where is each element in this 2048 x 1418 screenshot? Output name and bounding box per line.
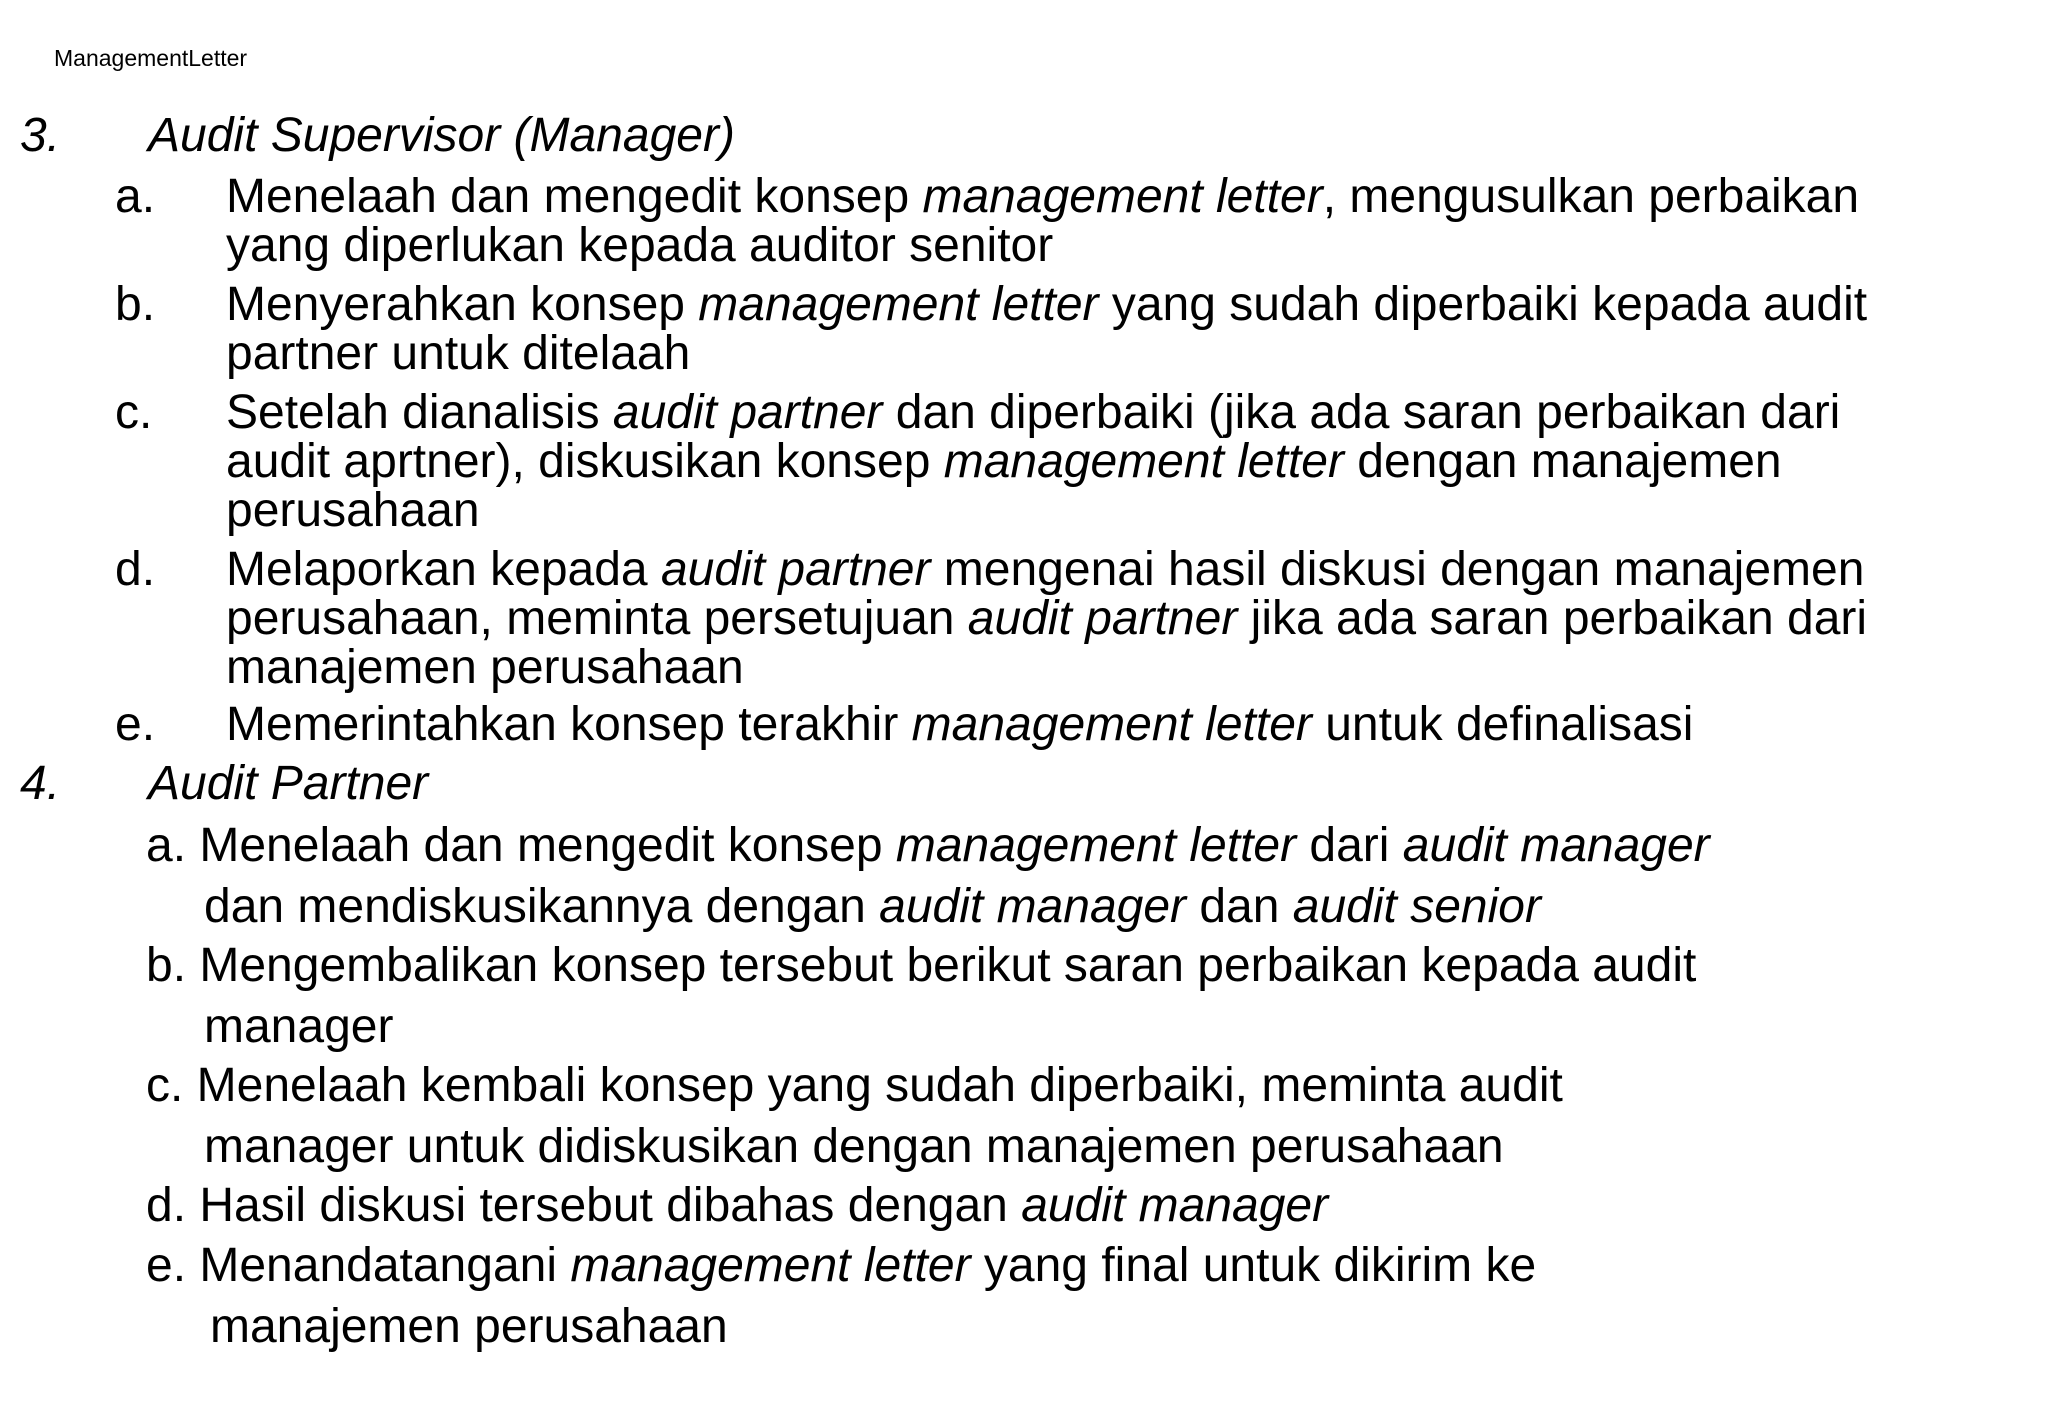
text-run: a. Menelaah dan mengedit konsep (146, 819, 896, 872)
text-run: dan diperbaiki (jika ada saran perbaikan dari (882, 386, 1841, 439)
text-line (146, 815, 1710, 876)
italic-term: audit manager (879, 880, 1187, 933)
list-item-4c (146, 1055, 1563, 1177)
section-title: Audit Supervisor (Manager) (148, 109, 735, 162)
item-letter: a. (115, 170, 156, 223)
item-text (226, 545, 1867, 692)
section-title: Audit Partner (148, 757, 429, 810)
italic-term: management letter (698, 278, 1099, 331)
text-run: yang diperlukan kepada auditor senitor (226, 219, 1054, 272)
document-header: ManagementLetter (54, 45, 248, 71)
item-letter: b. (115, 278, 156, 331)
italic-term: audit partner (967, 592, 1238, 645)
text-line (226, 280, 1867, 329)
text-run: dan mendiskusikannya dengan (204, 880, 880, 933)
italic-term: management letter (943, 435, 1344, 488)
text-line (146, 996, 1696, 1057)
italic-term: audit senior (1292, 880, 1541, 933)
text-run: yang sudah diperbaiki kepada audit (1098, 278, 1868, 331)
text-run: jika ada saran perbaikan dari (1237, 592, 1868, 645)
text-run: b. Mengembalikan konsep tersebut berikut saran perbaikan kepada audit (146, 939, 1697, 992)
text-run: Setelah dianalisis (226, 386, 613, 439)
list-item-4a (146, 815, 1710, 937)
text-run: , mengusulkan perbaikan (1322, 170, 1860, 223)
item-text (226, 700, 1693, 749)
text-run: e. Menandatangani (146, 1239, 571, 1292)
item-letter: d. (115, 543, 156, 596)
text-line (226, 329, 1867, 378)
text-line (146, 1235, 1536, 1296)
italic-term: audit manager (1402, 819, 1710, 872)
list-item-4d (146, 1175, 1328, 1236)
text-line (146, 935, 1696, 996)
item-text (226, 388, 1840, 535)
text-run: Menelaah dan mengedit konsep (226, 170, 923, 223)
text-line (226, 221, 1859, 270)
text-line (226, 486, 1840, 535)
text-line (146, 1296, 1536, 1357)
italic-term: management letter (911, 698, 1312, 751)
text-line (226, 545, 1867, 594)
text-line (146, 1116, 1563, 1177)
text-run: mengenai hasil diskusi dengan manajemen (930, 543, 1865, 596)
text-run: c. Menelaah kembali konsep yang sudah diperbaiki, meminta audit (146, 1059, 1563, 1112)
text-line (226, 594, 1867, 643)
text-run: Menyerahkan konsep (226, 278, 699, 331)
text-line (226, 437, 1840, 486)
italic-term: management letter (922, 170, 1323, 223)
text-run: manager untuk didiskusikan dengan manajemen perusahaan (204, 1120, 1504, 1173)
italic-term: management letter (570, 1239, 971, 1292)
text-run: d. Hasil diskusi tersebut dibahas dengan (146, 1179, 1022, 1232)
text-run: audit aprtner), diskusikan konsep (226, 435, 944, 488)
text-run: dengan manajemen (1343, 435, 1782, 488)
text-run: Memerintahkan konsep terakhir (226, 698, 912, 751)
text-run: yang final untuk dikirim ke (970, 1239, 1537, 1292)
text-run: dari (1296, 819, 1403, 872)
text-line (226, 172, 1859, 221)
text-line (226, 700, 1693, 749)
italic-term: audit manager (1021, 1179, 1329, 1232)
text-line (146, 1175, 1328, 1236)
text-line (226, 643, 1867, 692)
italic-term: audit partner (660, 543, 931, 596)
text-line (226, 388, 1840, 437)
list-item-4e (146, 1235, 1536, 1357)
italic-term: audit partner (612, 386, 883, 439)
item-text (226, 172, 1859, 270)
item-letter: c. (115, 386, 153, 439)
section-number: 4. (20, 757, 61, 810)
text-run: Melaporkan kepada (226, 543, 661, 596)
italic-term: management letter (895, 819, 1297, 872)
text-line (146, 1055, 1563, 1116)
text-run: dan (1186, 880, 1293, 933)
text-run: untuk definalisasi (1311, 698, 1694, 751)
text-run: perusahaan, meminta persetujuan (226, 592, 968, 645)
item-text (226, 280, 1867, 378)
section-number: 3. (20, 109, 61, 162)
text-run: manajemen perusahaan (210, 1300, 728, 1353)
text-line (146, 876, 1710, 937)
list-item-4b (146, 935, 1696, 1057)
text-run: perusahaan (226, 484, 480, 537)
item-letter: e. (115, 698, 156, 751)
text-run: manager (204, 1000, 394, 1053)
text-run: partner untuk ditelaah (226, 327, 691, 380)
text-run: manajemen perusahaan (226, 641, 744, 694)
